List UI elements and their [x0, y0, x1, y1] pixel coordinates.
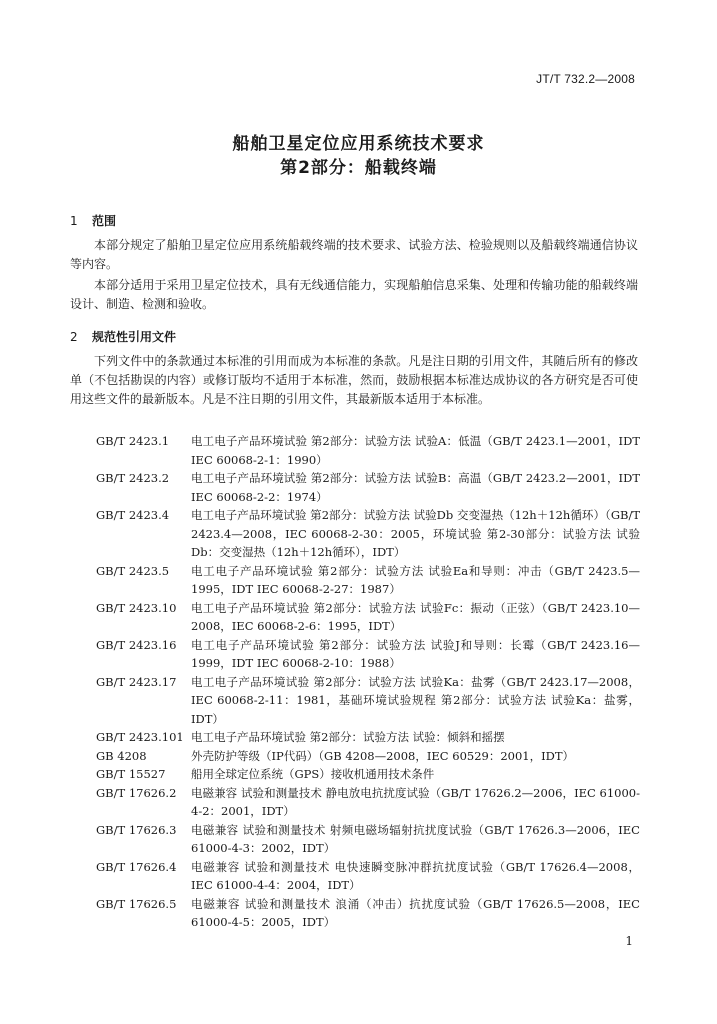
reference-title: 船用全球定位系统（GPS）接收机通用技术条件 [191, 767, 435, 781]
reference-code: GB/T 2423.17 [96, 674, 177, 689]
reference-title: 电磁兼容 试验和测量技术 静电放电抗扰度试验（GB/T 17626.2—2006，IEC 61000-4-2：2001，IDT） [191, 785, 640, 818]
reference-code: GB/T 2423.2 [96, 471, 170, 485]
reference-code: GB/T 15527 [96, 767, 166, 781]
reference-code: GB/T 2423.4 [96, 508, 170, 522]
reference-item [70, 673, 640, 729]
section-number: 2 [70, 330, 78, 344]
paragraph-scope-2: 本部分适用于采用卫星定位技术，具有无线通信能力，实现船舶信息采集、处理和传输功能的船载终端设计、制造、检测和验收。 [70, 278, 638, 311]
reference-item [70, 432, 640, 469]
reference-item [70, 728, 640, 747]
reference-item [70, 636, 640, 673]
document-title: 船舶卫星定位应用系统技术要求 [232, 134, 485, 154]
reference-code: GB/T 17626.5 [96, 896, 177, 911]
reference-title: 电工电子产品环境试验 第2部分：试验方法 试验J和导则：长霉（GB/T 2423.16—1999，IDT IEC 60068-2-10：1988） [191, 637, 640, 670]
reference-code: GB/T 2423.16 [96, 637, 177, 652]
reference-item [70, 469, 640, 506]
reference-item [70, 747, 640, 766]
reference-code: GB/T 17626.4 [96, 859, 177, 874]
reference-title: 电工电子产品环境试验 第2部分：试验方法 试验Db 交变湿热（12h＋12h循环）（GB/T 2423.4—2008，IEC 60068-2-30：2005，环境试验 第2-30部分：试验方法 试验Db：交变湿热（12h＋12h循环），IDT） [191, 508, 640, 559]
reference-title: 电工电子产品环境试验 第2部分：试验方法 试验A：低温（GB/T 2423.1—2001，IDT IEC 60068-2-1：1990） [191, 434, 640, 467]
reference-title: 电工电子产品环境试验 第2部分：试验方法 试验Fc：振动（正弦）（GB/T 2423.10—2008，IEC 60068-2-6：1995，IDT） [191, 600, 640, 633]
reference-item [70, 765, 640, 784]
paragraph-scope-1: 本部分规定了船舶卫星定位应用系统船载终端的技术要求、试验方法、检验规则以及船载终端通信协议等内容。 [70, 238, 638, 271]
reference-code: GB 4208 [96, 748, 147, 763]
document-subtitle: 第2部分：船载终端 [280, 158, 437, 178]
reference-title: 电工电子产品环境试验 第2部分：试验方法 试验B：高温（GB/T 2423.2—2001，IDT IEC 60068-2-2：1974） [191, 471, 640, 504]
paragraph-normative-intro: 下列文件中的条款通过本标准的引用而成为本标准的条款。凡是注日期的引用文件，其随后所有的修改单（不包括勘误的内容）或修订版均不适用于本标准，然而，鼓励根据本标准达成协议的各方研究是否可使用这些文件的最新版本。凡是不注日期的引用文件，其最新版本适用于本标准。 [70, 354, 638, 406]
reference-code: GB/T 17626.3 [96, 822, 177, 837]
title-block [0, 132, 717, 180]
reference-title: 电磁兼容 试验和测量技术 电快速瞬变脉冲群抗扰度试验（GB/T 17626.4—2008，IEC 61000-4-4：2004，IDT） [191, 859, 640, 892]
reference-list [70, 432, 640, 932]
reference-code: GB/T 2423.10 [96, 600, 177, 615]
reference-item [70, 821, 640, 858]
section-heading-scope [70, 212, 116, 229]
reference-item [70, 895, 640, 932]
section-number: 1 [70, 214, 78, 228]
reference-item [70, 784, 640, 821]
reference-title: 电工电子产品环境试验 第2部分：试验方法 试验：倾斜和摇摆 [191, 730, 505, 744]
reference-code: GB/T 17626.2 [96, 785, 177, 800]
reference-item [70, 562, 640, 599]
section-heading-normative-refs [70, 328, 176, 345]
section-title: 范围 [92, 214, 117, 228]
reference-title: 电磁兼容 试验和测量技术 浪涌（冲击）抗扰度试验（GB/T 17626.5—2008，IEC 61000-4-5：2005，IDT） [191, 896, 640, 929]
page-number: 1 [625, 934, 633, 948]
reference-code: GB/T 2423.5 [96, 563, 170, 578]
reference-item [70, 506, 640, 562]
reference-code: GB/T 2423.1 [96, 434, 170, 448]
reference-code: GB/T 2423.101 [96, 730, 184, 744]
standard-code: JT/T 732.2—2008 [536, 72, 635, 86]
reference-item [70, 599, 640, 636]
reference-title: 电磁兼容 试验和测量技术 射频电磁场辐射抗扰度试验（GB/T 17626.3—2006，IEC 61000-4-3：2002，IDT） [191, 822, 640, 855]
reference-title: 电工电子产品环境试验 第2部分：试验方法 试验Ea和导则：冲击（GB/T 2423.5—1995，IDT IEC 60068-2-27：1987） [191, 563, 640, 596]
reference-title: 外壳防护等级（IP代码）（GB 4208—2008，IEC 60529：2001，IDT） [191, 748, 575, 763]
reference-item [70, 858, 640, 895]
reference-title: 电工电子产品环境试验 第2部分：试验方法 试验Ka：盐雾（GB/T 2423.17—2008，IEC 60068-2-11：1981，基础环境试验规程 第2部分：试验方法 试验Ka：盐雾，IDT） [191, 674, 640, 726]
section-title: 规范性引用文件 [92, 330, 177, 344]
